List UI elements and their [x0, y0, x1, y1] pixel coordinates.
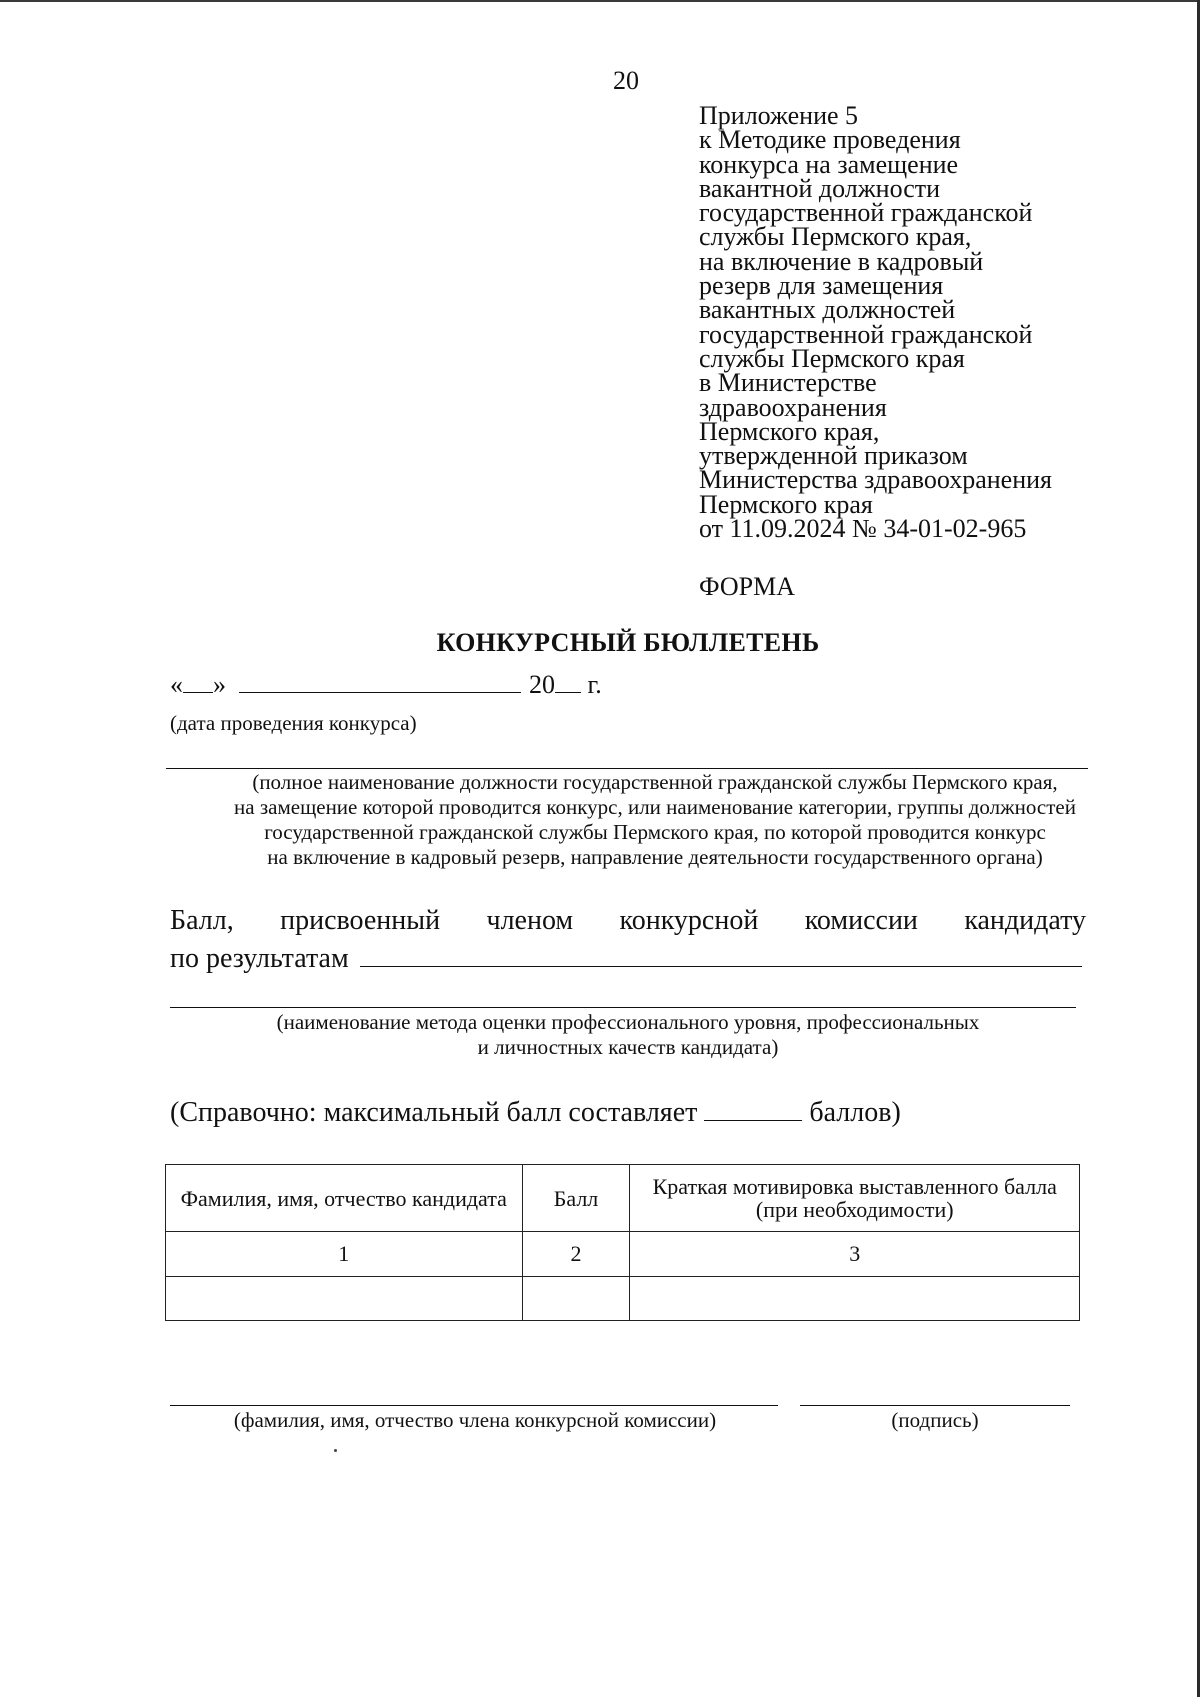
appendix-line: в Министерстве — [699, 368, 877, 398]
appendix-line: к Методике проведения — [699, 125, 961, 155]
appendix-note — [699, 101, 1179, 544]
table-header-row — [166, 1165, 1080, 1232]
document-title: КОНКУРСНЫЙ БЮЛЛЕТЕНЬ — [436, 628, 820, 657]
column-number: 1 — [166, 1232, 523, 1277]
column-number: 3 — [630, 1232, 1080, 1277]
position-caption-line: на замещение которой проводится конкурс, или наименование категории, группы должностей — [234, 795, 1076, 819]
position-caption-line: государственной гражданской службы Пермского края, по которой проводится конкурс — [264, 820, 1046, 844]
day-blank[interactable] — [183, 672, 213, 693]
reference-prefix: (Справочно: максимальный балл составляет — [170, 1097, 698, 1128]
header-justification: Краткая мотивировка выставленного балла (при необходимости) — [630, 1165, 1080, 1232]
column-number: 2 — [522, 1232, 630, 1277]
score-cell[interactable] — [522, 1277, 630, 1321]
score-word: конкурсной — [619, 905, 759, 936]
table-number-row — [166, 1232, 1080, 1277]
score-word: комиссии — [804, 905, 918, 936]
appendix-line: на включение в кадровый — [699, 246, 984, 276]
position-caption-line: на включение в кадровый резерв, направление деятельности государственного органа) — [267, 845, 1043, 869]
justification-cell[interactable] — [630, 1277, 1080, 1321]
year-blank[interactable] — [555, 672, 581, 693]
signature-line[interactable] — [800, 1405, 1070, 1406]
appendix-line: конкурса на замещение — [699, 149, 959, 179]
month-blank[interactable] — [239, 672, 521, 693]
method-blank[interactable] — [360, 946, 1082, 967]
position-caption-line: (полное наименование должности государственной гражданской службы Пермского края, — [252, 770, 1058, 794]
scan-speck — [334, 1449, 337, 1452]
max-score-blank[interactable] — [704, 1100, 802, 1121]
header-score: Балл — [522, 1165, 630, 1232]
reference-note — [170, 1097, 901, 1129]
position-fill-line[interactable] — [166, 768, 1088, 769]
appendix-line: здравоохранения — [699, 392, 887, 422]
year-prefix: 20 — [529, 670, 555, 699]
score-sentence-line1 — [170, 905, 1086, 937]
table-row — [166, 1277, 1080, 1321]
appendix-line: Пермского края — [699, 489, 873, 519]
position-caption — [150, 770, 1160, 870]
appendix-line: от 11.09.2024 № 34-01-02-965 — [699, 514, 1027, 544]
score-word: членом — [486, 905, 574, 936]
date-caption: (дата проведения конкурса) — [170, 711, 417, 735]
appendix-line: службы Пермского края — [699, 343, 965, 373]
close-quote: » — [213, 670, 226, 699]
header-candidate-name: Фамилия, имя, отчество кандидата — [166, 1165, 523, 1232]
candidate-name-cell[interactable] — [166, 1277, 523, 1321]
appendix-line: Министерства здравоохранения — [699, 465, 1052, 495]
score-line2-text: по результатам — [170, 943, 349, 974]
year-suffix: г. — [587, 670, 602, 699]
form-label: ФОРМА — [699, 572, 795, 601]
scan-edge-top — [0, 0, 1200, 2]
results-table — [165, 1164, 1080, 1321]
appendix-line: резерв для замещения — [699, 271, 944, 301]
appendix-line: государственной гражданской — [699, 198, 1033, 228]
appendix-line: утвержденной приказом — [699, 441, 968, 471]
appendix-line: вакантной должности — [699, 173, 941, 203]
appendix-line: Приложение 5 — [699, 101, 859, 130]
signature-caption: (подпись) — [891, 1408, 979, 1432]
reference-suffix: баллов) — [809, 1097, 901, 1128]
score-word: Балл, — [170, 905, 234, 936]
method-caption-line: (наименование метода оценки профессионального уровня, профессиональных — [276, 1010, 980, 1034]
open-quote: « — [170, 670, 183, 699]
method-caption — [170, 1010, 1086, 1060]
appendix-line: Пермского края, — [699, 416, 880, 446]
member-name-line[interactable] — [170, 1405, 778, 1406]
member-name-caption: (фамилия, имя, отчество члена конкурсной комиссии) — [233, 1408, 717, 1432]
appendix-line: государственной гражданской — [699, 319, 1033, 349]
appendix-line: службы Пермского края, — [699, 222, 972, 252]
score-sentence-line2 — [170, 943, 1082, 975]
score-word: кандидату — [964, 905, 1086, 936]
score-word: присвоенный — [280, 905, 441, 936]
date-line — [170, 670, 602, 700]
method-caption-line: и личностных качеств кандидата) — [477, 1035, 779, 1059]
appendix-line: вакантных должностей — [699, 295, 956, 325]
method-fill-line[interactable] — [170, 1007, 1076, 1008]
page-number: 20 — [613, 66, 639, 95]
